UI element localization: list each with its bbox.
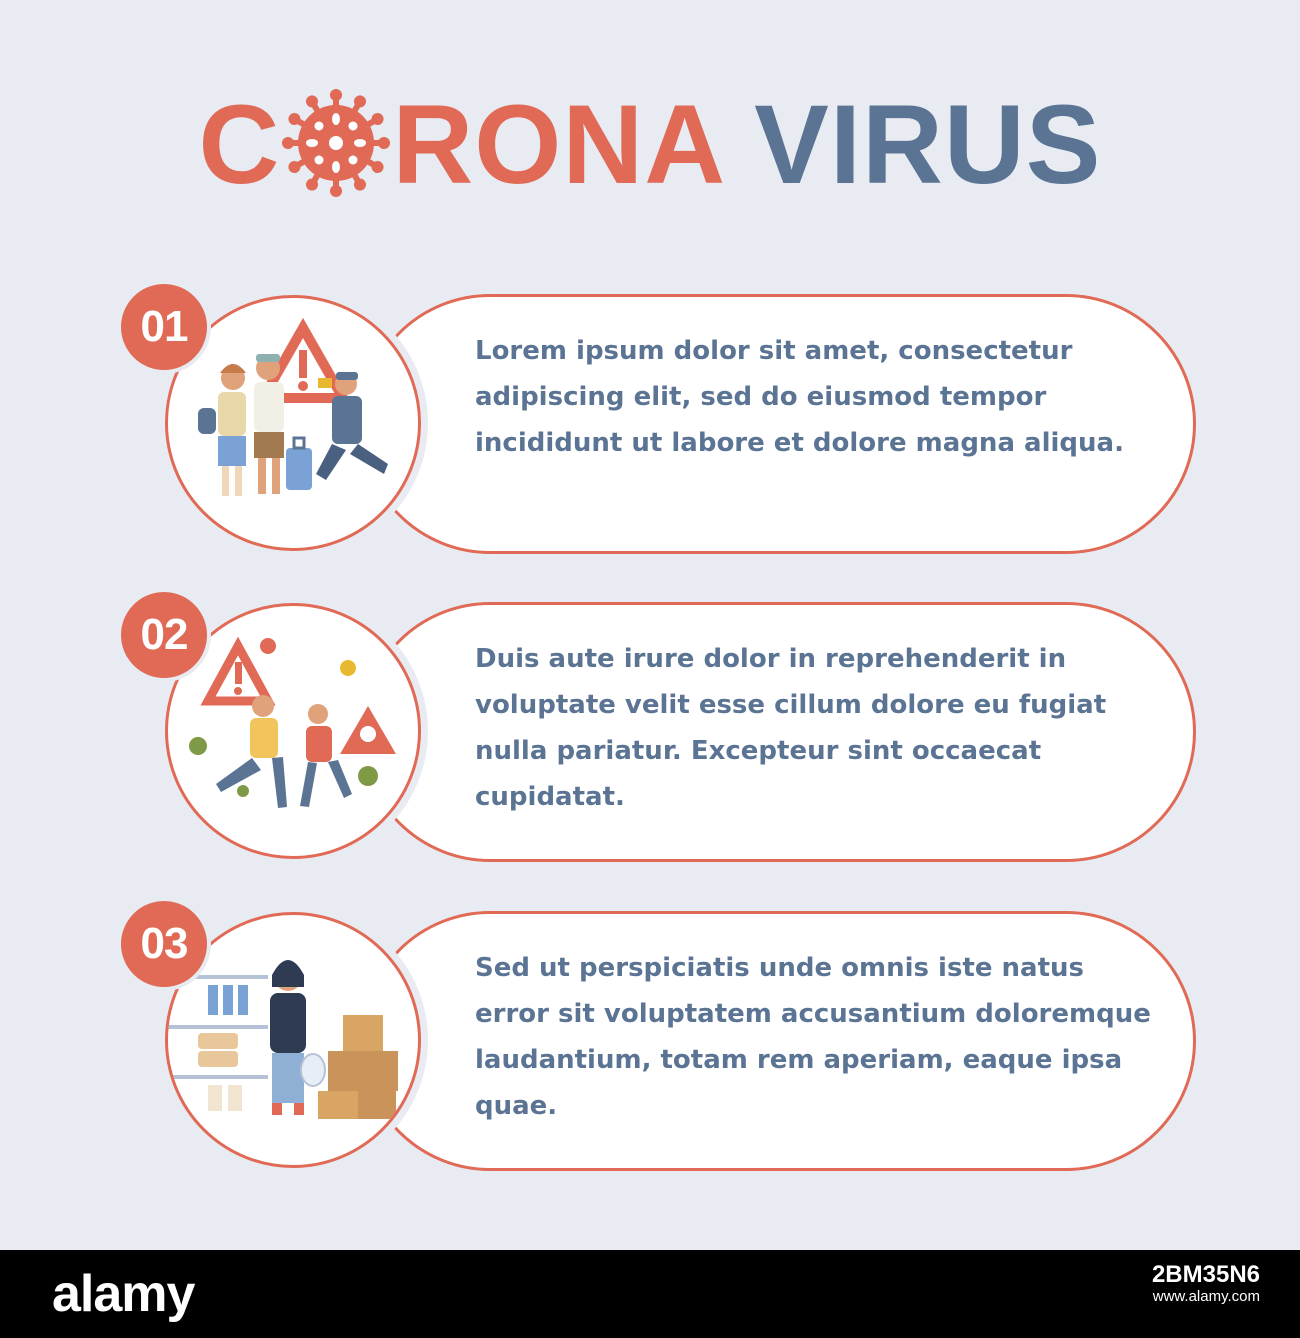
watermark-info (1151, 1261, 1260, 1308)
watermark-image-code: 2BM35N6 (1151, 1261, 1260, 1288)
step-card-3 (0, 911, 1300, 1171)
step-text: Duis aute irure dolor in reprehenderit in voluptate velit esse cillum dolore eu fugiat nulla pariatur. Excepteur sint occaecat cupidatat. (475, 644, 1107, 812)
watermark-bar (0, 1250, 1300, 1338)
step-card-1 (0, 294, 1300, 554)
title-word-rona: RONA (392, 82, 723, 207)
watermark-url: www.alamy.com (1152, 1288, 1260, 1305)
step-number-badge: 01 (117, 280, 211, 374)
step-card-2 (0, 602, 1300, 862)
step-text: Lorem ipsum dolor sit amet, consectetur adipiscing elit, sed do eiusmod tempor incididunt ut labore et dolore magna aliqua. (475, 336, 1124, 458)
step-number-badge: 02 (117, 588, 211, 682)
virus-icon (282, 89, 390, 197)
page-title (0, 80, 1300, 210)
title-letter-c: C (198, 82, 281, 207)
step-text: Sed ut perspiciatis unde omnis iste natus error sit voluptatem accusantium doloremque laudantium, totam rem aperiam, eaque ipsa quae. (475, 953, 1151, 1121)
watermark-logo: alamy (52, 1265, 195, 1323)
title-word-virus: VIRUS (754, 82, 1102, 207)
step-number-badge: 03 (117, 897, 211, 991)
